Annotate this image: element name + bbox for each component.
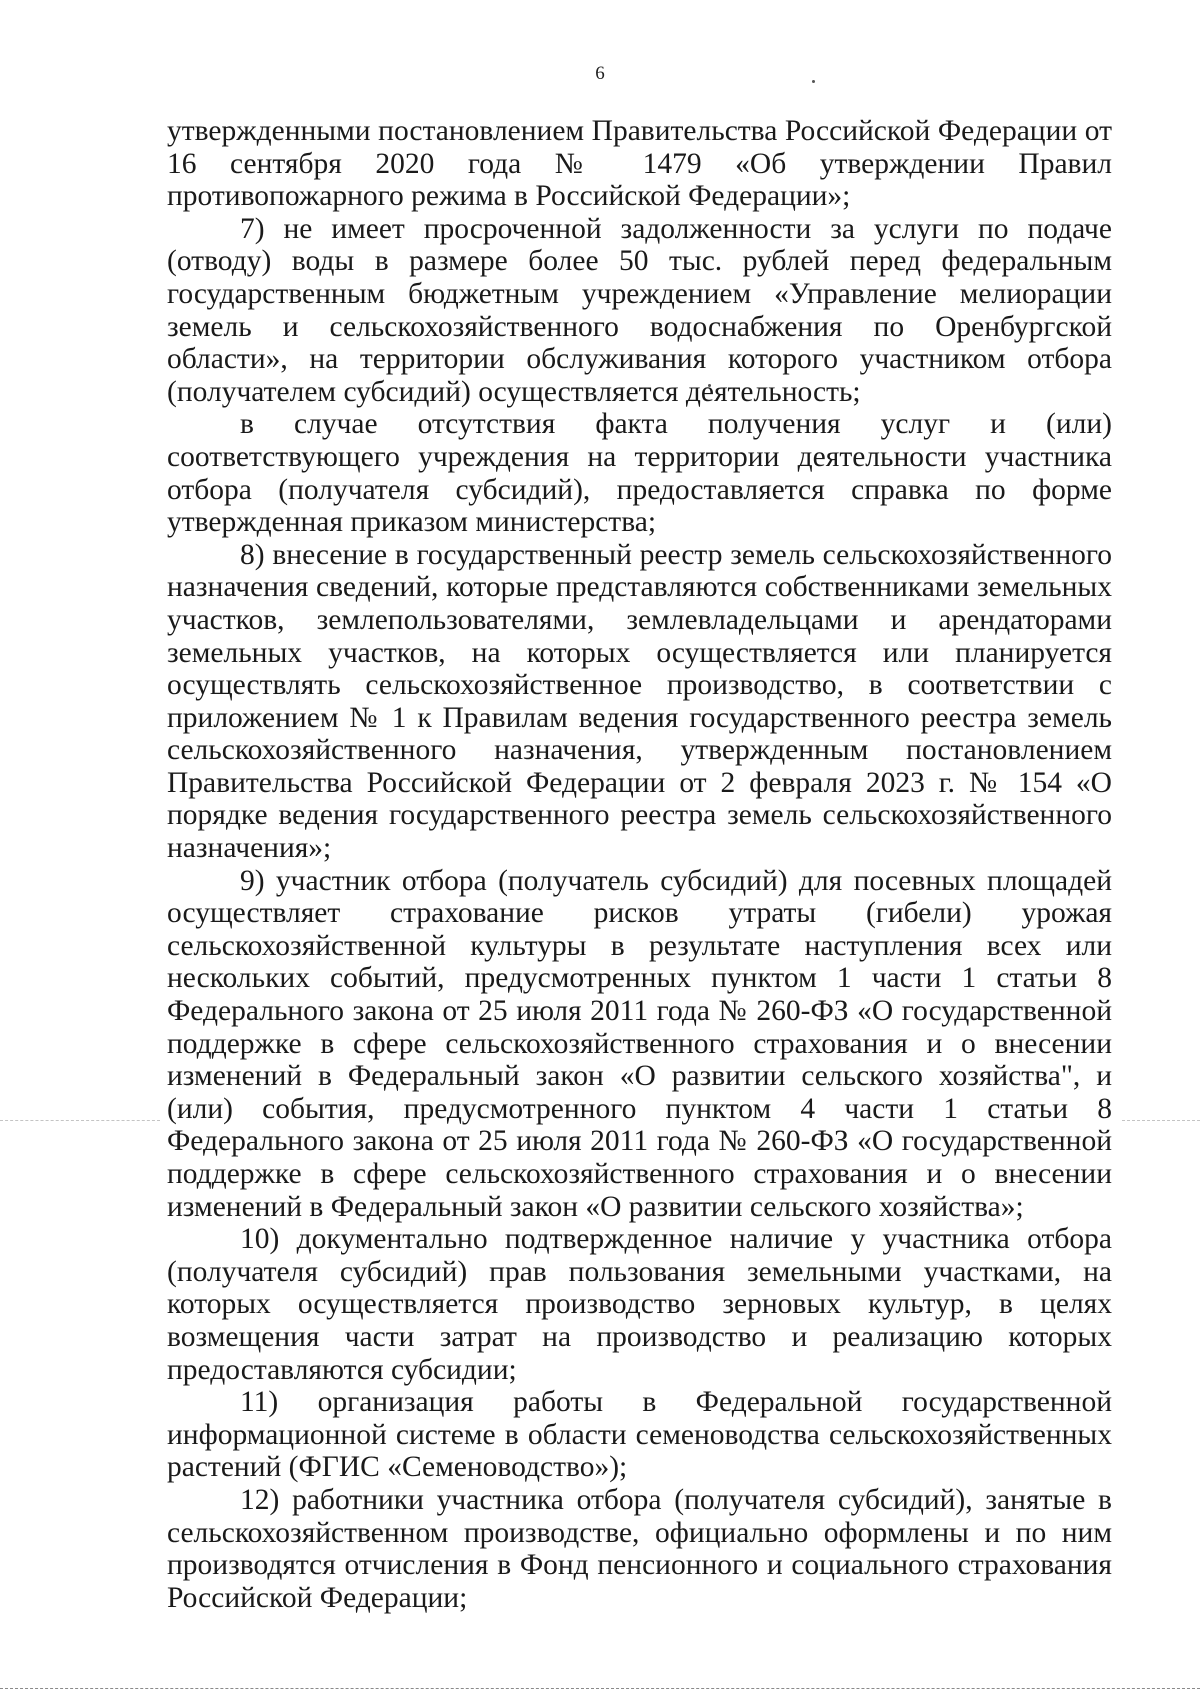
paragraph-item-12: 12) работники участника отбора (получателя субсидий), занятые в сельскохозяйственном производстве, официально оформлены и по ним производятся отчисления в Фонд пенсионного и социального страхования Российской Федерации;	[167, 1483, 1112, 1614]
scan-artifact-line-bottom	[0, 1688, 1200, 1689]
scan-artifact-line-left	[0, 1120, 160, 1121]
page-number: 6	[595, 63, 605, 84]
paragraph-item-10: 10) документально подтвержденное наличие у участника отбора (получателя субсидий) прав пользования земельными участками, на которых осуществляется производство зерновых культур, в целях возмещения части затрат на производство и реализацию которых предоставляются субсидии;	[167, 1223, 1112, 1386]
paragraph-item-7-note: в случае отсутствия факта получения услуг и (или) соответствующего учреждения на территории деятельности участника отбора (получателя субсидий), предоставляется справка по форме утвержденная приказом министерства;	[167, 408, 1112, 539]
paragraph-item-9: 9) участник отбора (получатель субсидий) для посевных площадей осуществляет страхование рисков утраты (гибели) урожая сельскохозяйственной культуры в результате наступления всех или нескольких событий, предусмотренных пунктом 1 части 1 статьи 8 Федерального закона от 25 июля 2011 года № 260-ФЗ «О государственной поддержке в сфере сельскохозяйственного страхования и о внесении изменений в Федеральный закон «О развитии сельского хозяйства", и (или) события, предусмотренного пунктом 4 части 1 статьи 8 Федерального закона от 25 июля 2011 года № 260-ФЗ «О государственной поддержке в сфере сельскохозяйственного страхования и о внесении изменений в Федеральный закон «О развитии сельского хозяйства»;	[167, 864, 1112, 1223]
paragraph-continuation: утвержденными постановлением Правительства Российской Федерации от 16 сентября 2020 года № 1479 «Об утверждении Правил противопожарного режима в Российской Федерации»;	[167, 115, 1112, 213]
paragraph-item-8: 8) внесение в государственный реестр земель сельскохозяйственного назначения сведений, которые представляются собственниками земельных участков, землепользователями, землевладельцами и арендаторами земельных участков, на которых осуществляется или планируется осуществлять сельскохозяйственное производство, в соответствии с приложением № 1 к Правилам ведения государственного реестра земель сельскохозяйственного назначения, утвержденным постановлением Правительства Российской Федерации от 2 февраля 2023 г. № 154 «О порядке ведения государственного реестра земель сельскохозяйственного назначения»;	[167, 538, 1112, 865]
paragraph-item-7: 7) не имеет просроченной задолженности за услуги по подаче (отводу) воды в размере более 50 тыс. рублей перед федеральным государственным бюджетным учреждением «Управление мелиорации земель и сельскохозяйственного водоснабжения по Оренбургской области», на территории обслуживания которого участником отбора (получателем субсидий) осуществляется деятельность;	[167, 212, 1112, 408]
scan-speck	[812, 80, 815, 83]
scan-artifact-line-right	[1122, 1120, 1200, 1121]
paragraph-item-11: 11) организация работы в Федеральной государственной информационной системе в области семеноводства сельскохозяйственных растений (ФГИС «Семеноводство»);	[167, 1386, 1112, 1484]
document-body	[167, 115, 1112, 1614]
